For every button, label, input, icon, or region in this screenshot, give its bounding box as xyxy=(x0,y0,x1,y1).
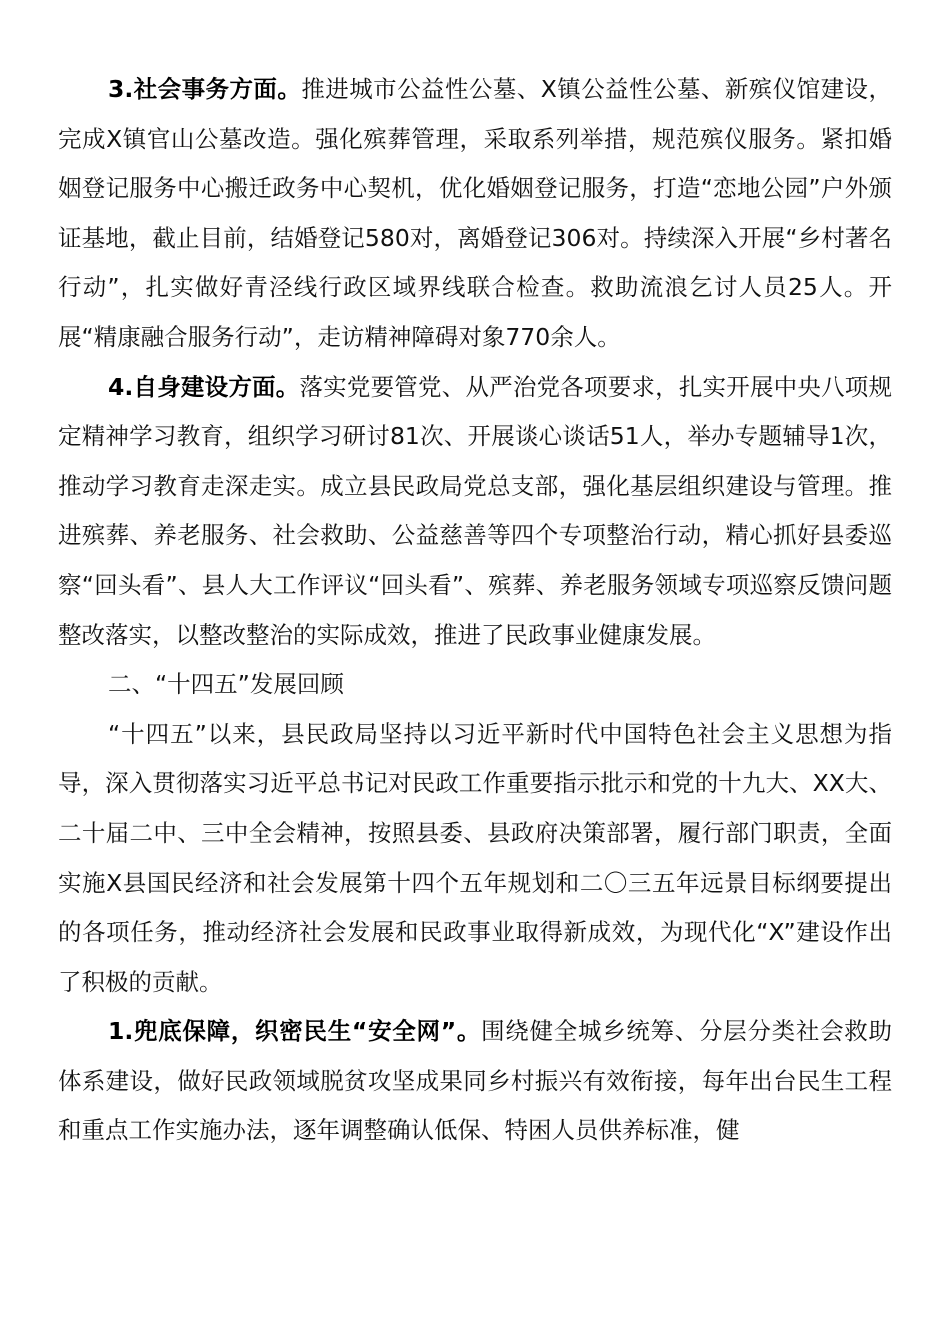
paragraph-body-self-building: 落实党要管党、从严治党各项要求，扎实开展中央八项规定精神学习教育，组织学习研讨81次、开展谈心谈话51人，举办专题辅导1次，推动学习教育走深走实。成立县民政局党总支部，强化基层组织建设与管理。推进殡葬、养老服务、社会救助、公益慈善等四个专项整治行动，精心抓好县委巡察“回头看”、县人大工作评议“回头看”、殡葬、养老服务领域专项巡察反馈问题整改落实，以整改整治的实际成效，推进了民政事业健康发展。 xyxy=(58,372,893,649)
paragraph-body-social-affairs: 推进城市公益性公墓、X镇公益性公墓、新殡仪馆建设，完成X镇官山公墓改造。强化殡葬管理，采取系列举措，规范殡仪服务。紧扣婚姻登记服务中心搬迁政务中心契机，优化婚姻登记服务，打造“恋地公园”户外颁证基地，截止目前，结婚登记580对，离婚登记306对。持续深入开展“乡村著名行动”，扎实做好青泾线行政区域界线联合检查。救助流浪乞讨人员25人。开展“精康融合服务行动”，走访精神障碍对象770余人。 xyxy=(58,75,892,351)
chapter-heading: 二、“十四五”发展回顾 xyxy=(108,670,344,699)
paragraph-lead-safety-net: 1.兜底保障，织密民生“安全网”。 xyxy=(108,1017,482,1046)
paragraph-lead-self-building: 4.自身建设方面。 xyxy=(108,372,300,401)
paragraph-social-affairs xyxy=(58,65,892,363)
chapter-intro-paragraph: “十四五”以来，县民政局坚持以习近平新时代中国特色社会主义思想为指导，深入贯彻落实习近平总书记对民政工作重要指示批示和党的十九大、XX大、二十届二中、三中全会精神，按照县委、县政府决策部署，履行部门职责，全面实施X县国民经济和社会发展第十四个五年规划和二〇三五年远景目标纲要提出的各项任务，推动经济社会发展和民政事业取得新成效，为现代化“X”建设作出了积极的贡献。 xyxy=(58,719,892,996)
document-page xyxy=(58,65,892,1156)
paragraph-safety-net xyxy=(58,1007,892,1156)
paragraph-self-building xyxy=(58,363,892,661)
paragraph-body-safety-net: 围绕健全城乡统筹、分层分类社会救助体系建设，做好民政领域脱贫攻坚成果同乡村振兴有效衔接，每年出台民生工程和重点工作实施办法，逐年调整确认低保、特困人员供养标准，健 xyxy=(58,1017,893,1145)
paragraph-lead-social-affairs: 3.社会事务方面。 xyxy=(108,75,302,103)
